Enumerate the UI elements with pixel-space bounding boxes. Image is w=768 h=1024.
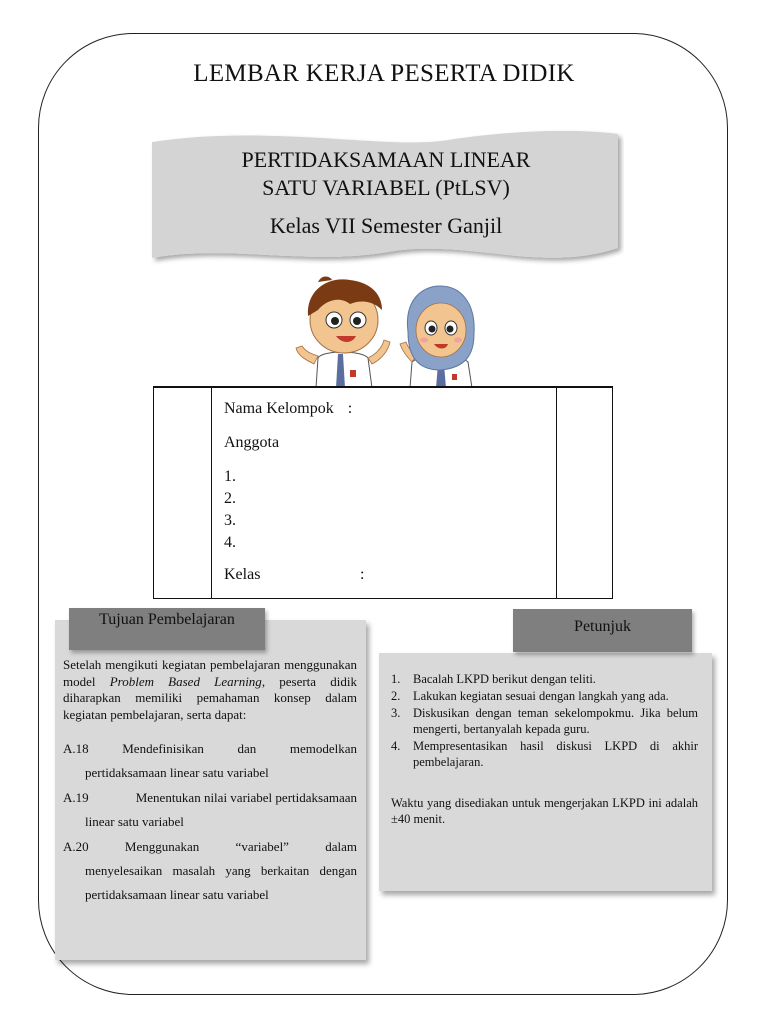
member-2-field[interactable]: 2. [224,490,236,507]
group-name-field[interactable] [224,400,352,418]
girl-student-hijab-icon [400,286,474,388]
objective-item [63,737,357,785]
list-item [391,671,698,687]
class-colon: : [360,566,365,583]
instructions-tab [513,609,692,652]
page-title: LEMBAR KERJA PESERTA DIDIK [193,60,575,87]
class-field[interactable] [224,566,260,584]
list-item [391,738,698,770]
learning-objectives-heading: Tujuan Pembelajaran [99,611,235,628]
objective-text: menyelesaikan masalah yang berkaitan dengan pertidaksamaan linear satu variabel [85,863,357,902]
learning-objectives-tab [69,608,265,650]
intro-model-name: Problem Based Learning [109,673,262,689]
students-illustration [288,270,484,388]
objective-code: A.18 [63,741,89,756]
objective-word: memodelkan [289,741,357,756]
intro-text-after: , peserta didik diharapkan memiliki pemahaman konsep dalam kegiatan pembelajaran, serta dapat: [63,673,357,722]
intro-text-before: Setelah mengikuti kegiatan pembelajaran menggunakan model [63,657,357,689]
list-item-number: 4. [391,739,401,753]
list-item [391,688,698,704]
banner-line-1: PERTIDAKSAMAAN LINEAR [241,147,531,172]
table-divider-left [211,388,212,598]
instructions-heading: Petunjuk [574,618,631,635]
list-item-number: 1. [391,672,401,686]
boy-student-icon [296,277,390,389]
group-name-colon: : [347,400,353,417]
time-allotment-note: Waktu yang disediakan untuk mengerjakan LKPD ini adalah ±40 menit. [391,796,698,826]
table-divider-right [556,388,557,598]
list-item-text: Mempresentasikan hasil diskusi LKPD di akhir pembelajaran. [413,739,698,769]
objective-code: A.20 [63,839,89,854]
title-banner [148,128,624,268]
banner-line-3: Kelas VII Semester Ganjil [269,213,503,238]
objective-text: pertidaksamaan linear satu variabel [85,765,269,780]
objective-word: Menentukan nilai variabel pertidaksamaan [135,790,357,805]
objective-word: Mendefinisikan [122,741,204,756]
group-name-label: Nama Kelompok [224,400,334,417]
group-identity-table [153,386,613,599]
objectives-intro [63,657,357,723]
objective-word: Menggunakan [124,839,200,854]
list-item [391,705,698,737]
list-item-text: Lakukan kegiatan sesuai dengan langkah yang ada. [413,689,669,703]
objective-text: linear satu variabel [85,814,184,829]
list-item-number: 3. [391,706,401,720]
objective-code: A.19 [63,790,89,805]
objective-word: dalam [325,839,357,854]
members-label: Anggota [224,434,280,451]
class-label: Kelas [224,566,261,583]
objective-item [63,786,357,834]
objective-item [63,835,357,907]
objective-word: “variabel” [235,839,289,854]
member-3-field[interactable]: 3. [224,512,236,529]
member-4-field[interactable]: 4. [224,534,236,551]
objective-word: dan [237,741,257,756]
member-1-field[interactable]: 1. [224,468,236,485]
banner-line-2: SATU VARIABEL (PtLSV) [262,175,510,200]
list-item-text: Bacalah LKPD berikut dengan teliti. [413,672,596,686]
list-item-text: Diskusikan dengan teman sekelompokmu. Jika belum mengerti, bertanyalah kepada guru. [413,706,698,736]
list-item-number: 2. [391,689,401,703]
instructions-list [391,671,698,771]
